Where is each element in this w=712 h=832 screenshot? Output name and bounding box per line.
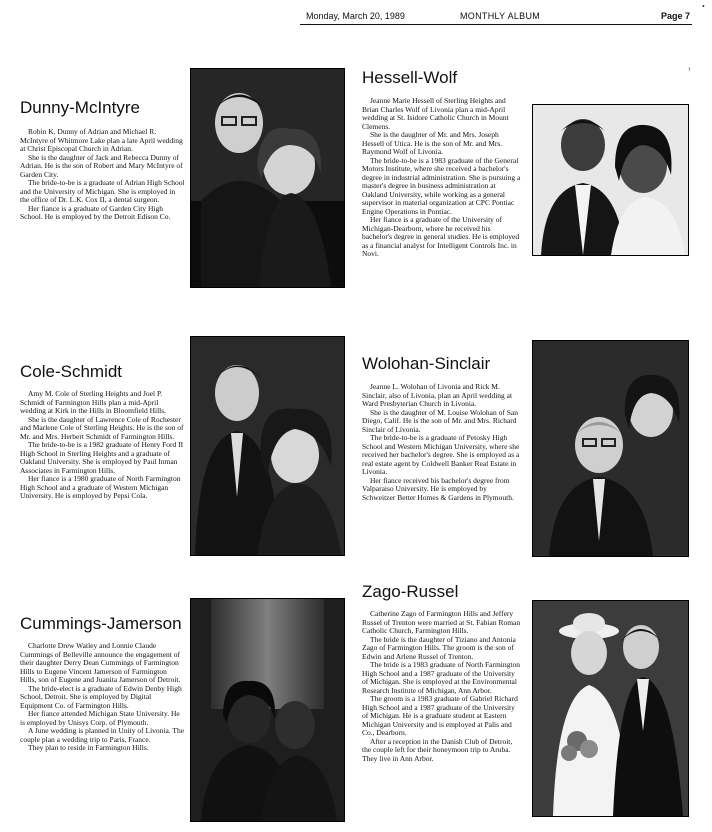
story-paragraph: Catherine Zago of Farmington Hills and Jeffery Russel of Trenton were married at St. Fabian Roman Catholic Church, Farmington Hills. <box>362 610 521 635</box>
story-paragraph: Her fiance is a 1980 graduate of North Farmington High School and a graduate of Western Michigan University. He is employed by Pepsi Cola. <box>20 474 181 500</box>
couple-photo-icon <box>533 601 688 816</box>
header-date: Monday, March 20, 1989 <box>306 11 405 21</box>
header-section: MONTHLY ALBUM <box>460 11 541 21</box>
photo-dunny-mcintyre <box>190 68 345 288</box>
story-paragraph: The bride-to-be is a graduate of Petosky High School and Western Michigan University, where she received her bachelor's degree. She is employed as a real estate agent by Coldwell Banker Real Estate in Livonia. <box>362 433 520 476</box>
headline-cummings-jamerson: Cummings-Jamerson <box>20 614 182 633</box>
story-paragraph: Her fiance received his bachelor's degree from Valparaiso University. He is employed by Schweitzer Better Homes & Gardens in Plymouth. <box>362 475 514 502</box>
story-paragraph: Jeanne L. Wolohan of Livonia and Rick M. Sinclair, also of Livonia, plan an April wedding at Ward Presbyterian Church in Livonia. <box>362 383 513 408</box>
photo-hessell-wolf <box>532 104 689 256</box>
story-paragraph: Her fiance is a graduate of Garden City High School. He is employed by the Detroit Edison Co. <box>20 203 171 221</box>
couple-photo-icon <box>533 105 688 255</box>
story-paragraph: After a reception in the Danish Club of Detroit, the couple left for their honeymoon trip to Aruba. They live in Ann Arbor. <box>362 736 513 763</box>
headline-cole-schmidt: Cole-Schmidt <box>20 362 123 381</box>
photo-zago-russel <box>532 600 689 817</box>
story-paragraph: She is the daughter of M. Louise Wolohan of San Diego, Calif. He is the son of Mr. and Mrs. Richard Sinclair of Livonia. <box>362 407 518 434</box>
story-paragraph: Her fiance attended Michigan State University. He is employed by Unisys Corp. of Plymouth. <box>20 709 180 727</box>
couple-photo-icon <box>533 341 688 556</box>
story-zago-russel <box>362 610 522 820</box>
headline-hessell-wolf: Hessell-Wolf <box>362 68 458 87</box>
story-paragraph: Robin K. Dunny of Adrian and Michael R. McIntyre of Whitmore Lake plan a late April wedding at Christ Episcopal Church in Adrian. <box>20 128 183 153</box>
story-paragraph: Amy M. Cole of Sterling Heights and Joel P. Schmidt of Farmington Hills plan a mid-April wedding at Kirk in the Hills in Bloomfield Hills. <box>20 390 167 415</box>
story-paragraph: The bride-to-be is a graduate of Adrian High School and the University of Michigan. She is employed in the office of Dr. L.K. Cox II, a dental surgeon. <box>20 178 185 204</box>
story-paragraph: Her fiance is a graduate of the University of Michigan-Dearborn, where he received his bachelor's degree in general studies. He is employed as a financial analyst for Intelligent Controls Inc. in Novi. <box>362 215 520 258</box>
story-paragraph: She is the daughter of Mr. and Mrs. Joseph Hessell of Utica. He is the son of Mr. and Mrs. Raymond Wolf of Livonia. <box>362 130 503 156</box>
page-header <box>300 10 692 25</box>
story-paragraph: The groom is a 1983 graduate of Gabriel Richard High School and a 1987 graduate of the University of Michigan. He is a graduate student at Eastern Michigan University and is employed at Palis and Co., Dearborn. <box>362 694 518 737</box>
story-paragraph: The bride is the daughter of Tiziano and Antonia Zago of Farmington Hills. The groom is the son of Edwin and Arlene Russel of Trenton. <box>362 634 516 661</box>
print-speck: › <box>688 64 691 73</box>
couple-photo-icon <box>191 337 344 555</box>
story-paragraph: A June wedding is planned in Unity of Livonia. The couple plan a wedding trip to Paris, France. <box>20 726 185 744</box>
story-paragraph: They plan to reside in Farmington Hills. <box>28 743 149 752</box>
story-hessell-wolf <box>362 97 522 287</box>
photo-wolohan-sinclair <box>532 340 689 557</box>
header-page-number: Page 7 <box>660 11 690 21</box>
story-paragraph: Jeanne Marie Hessell of Sterling Heights and Brian Charles Wolf of Livonia plan a mid-April wedding at St. Isidore Catholic Church in Mount Clemens. <box>362 97 509 131</box>
story-paragraph: Charlotte Drew Watley and Lonnie Claude Cummings of Belleville announce the engagement of their daughter Derry Dean Cummings of Farmington Hills to Eugene Vincent Jamerson of Farmington Hills, son of Eugene and Juanita Jamerson of Detroit. <box>20 642 181 684</box>
headline-zago-russel: Zago-Russel <box>362 582 459 601</box>
story-dunny-mcintyre <box>20 128 185 248</box>
story-cummings-jamerson <box>20 642 185 812</box>
story-paragraph: She is the daughter of Jack and Rebecca Dunny of Adrian. He is the son of Robert and Mary McIntyre of Garden City. <box>20 152 183 179</box>
story-paragraph: The bride-elect is a graduate of Edwin Denby High School, Detroit. She is employed by Digital Equipment Co. of Farmington Hills. <box>20 683 182 710</box>
story-cole-schmidt <box>20 390 185 540</box>
couple-photo-icon <box>191 599 344 821</box>
print-speck: • <box>702 2 705 11</box>
story-paragraph: The bride is a 1983 graduate of North Farmington High School and a 1987 graduate of the University of Michigan. She is employed at the Environmental Research Institute of Michigan, Ann Arbor. <box>362 660 520 695</box>
story-paragraph: She is the daughter of Lawrence Cole of Rochester and Marlene Cole of Sterling Heights. He is the son of Mr. and Mrs. Herbert Schmidt of Farmington Hills. <box>20 414 184 441</box>
photo-cummings-jamerson <box>190 598 345 822</box>
story-paragraph: The bride-to-be is a 1983 graduate of the General Motors Institute, where she received a bachelor's degree in industrial administration. She is pursuing a master's degree in business administration at Oakland University, while working as a general supervisor in material organization at CPC Pontiac Engine Operations in Pontiac. <box>362 155 521 216</box>
photo-cole-schmidt <box>190 336 345 556</box>
couple-photo-icon <box>191 69 344 287</box>
headline-wolohan-sinclair: Wolohan-Sinclair <box>362 354 491 373</box>
story-wolohan-sinclair <box>362 383 522 543</box>
headline-dunny-mcintyre: Dunny-McIntyre <box>20 98 140 117</box>
story-paragraph: The bride-to-be is a 1982 graduate of Henry Ford II High School in Sterling Heights and a graduate of Oakland University. She is employed by Paul Inman Associates in Farmington Hills. <box>20 440 184 475</box>
